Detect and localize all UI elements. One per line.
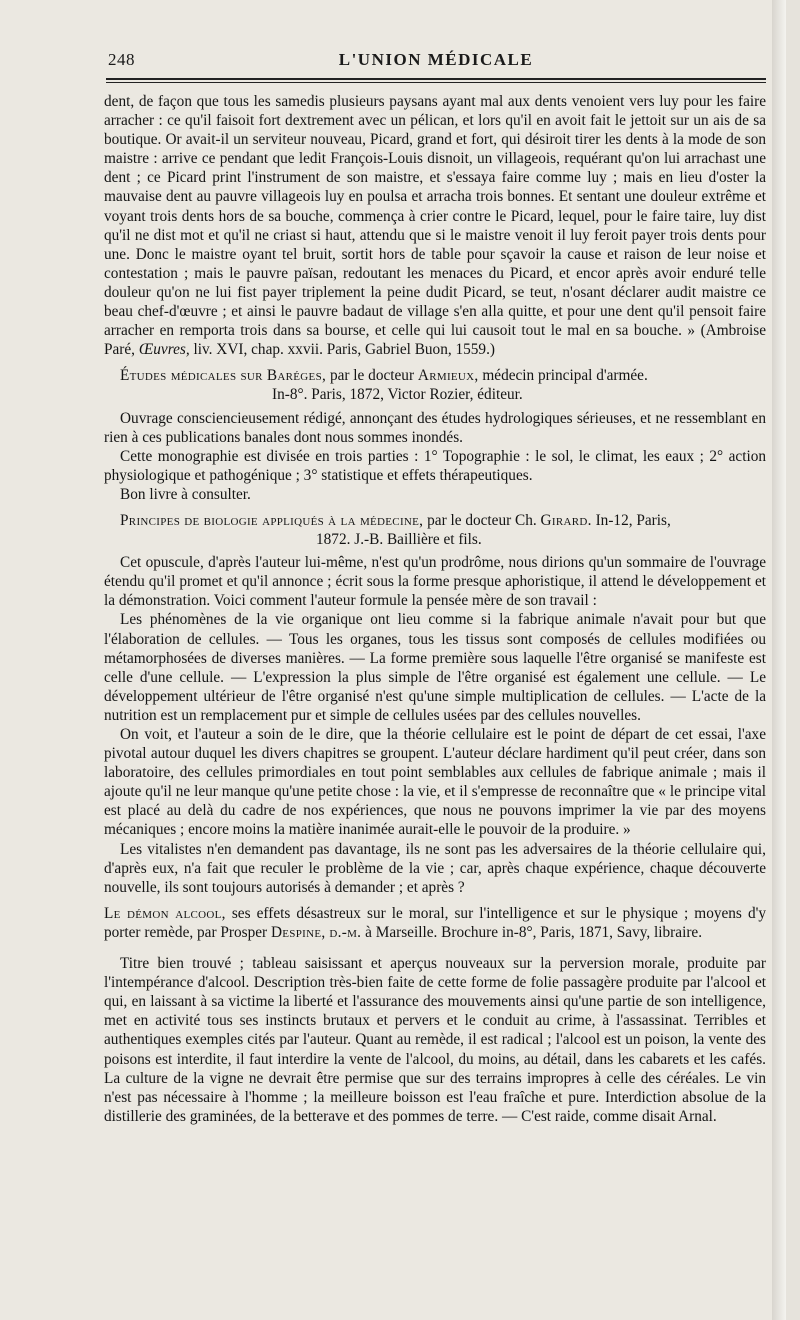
review-author-desc: d.-m. xyxy=(329,923,362,941)
review-publication: In-12, Paris, xyxy=(595,511,671,529)
review-author: Despine, xyxy=(270,923,326,941)
review-paragraph: Cette monographie est divisée en trois parties : 1° Topographie : le sol, le climat, les eaux ; 2° action physiologique et pathogénique ; 3° statistique et effets thérapeutiques. xyxy=(104,447,766,484)
quote-reference: liv. XVI, chap. xxvii. Paris, Gabriel Buon, 1559.) xyxy=(193,341,496,359)
review-heading-alcool xyxy=(104,904,766,942)
review-paragraph: Titre bien trouvé ; tableau saisissant et aperçus nouveaux sur la perversion morale, produite par l'intempérance d'alcool. Description très-bien faite de cette forme de folie passagère produite par l'alcool et qui, en laissant à sa victime la liberté et l'assurance des mouvements ainsi qu'une partie de son intelligence, met en activité tous ses instincts brutaux et pervers et le conduit au crime, à l'assassinat. Terribles et authentiques exemples cités par l'auteur. Quant au remède, il est radical ; l'alcool est un poison, la vente des poisons est interdite, il faut interdire la vente de l'alcool, du moins, au détail, dans les cabarets et les cafés. La culture de la vigne ne devrait être permise que sur des terrains impropres à celle des céréales. Le vin n'est pas nécessaire à l'homme ; la meilleure boisson est l'eau fraîche et pure. Interdiction absolue de la distillerie des graminées, de la betterave et des pommes de terre. — C'est raide, comme disait Arnal. xyxy=(104,955,766,1125)
quote-text: dent, de façon que tous les samedis plusieurs paysans ayant mal aux dents venoient vers luy pour les faire arracher : ce qu'il faisoit fort dextrement avec un pélican, et lors qu'il en avoit fait le jettoit sur un ais de sa boutique. Or avait-il un serviteur nouveau, Picard, grand et fort, qui désiroit tirer les dents à la mode de son maistre : arrive ce pendant que ledit François-Louis disnoit, un villageois, requérant qu'on lui arrachast une dent ; ce Picard print l'instrument de son maistre, et s'essaya faire comme luy ; mais en lieu d'oster la mauvaise dent au pauvre villageois luy en poulsa et arracha trois bonnes. Et sentant une douleur extrême et voyant trois dents hors de sa bouche, commença à crier contre le Picard, lequel, pour le faire taire, luy dist qu'il ne dist mot et qu'il ne criast si haut, attendu que si le maistre venoit il luy feroit payer trois dents pour une. Donc le maistre oyant tel bruit, sortit hors de table pour sçavoir la cause et raison de leur noise et contestation ; mais le pauvre païsan, redoutant les menaces du Picard, et encor après avoir enduré telle douleur qu'on ne lui fist payer triplement la peine dudit Picard, se teut, n'osant déclarer audit maistre ce beau chef-d'œuvre ; et ainsi le pauvre badaut de village s'en alla quitte, et pour une dent qu'il pensoit faire arracher en remporta trois dans sa bourse, et celle qui lui causoit tout le mal en sa bouche. » (Ambroise Paré, xyxy=(104,93,766,359)
review-author-desc: médecin principal d'armée. xyxy=(482,367,648,385)
review-publication-line2: 1872. J.-B. Baillière et fils. xyxy=(316,531,482,549)
quote-paragraph xyxy=(104,92,766,359)
page-number: 248 xyxy=(108,50,135,69)
review-publication: à Marseille. Brochure in-8°, Paris, 1871, Savy, libraire. xyxy=(365,923,703,941)
review-heading-bareges xyxy=(104,366,766,404)
header-rule xyxy=(106,78,766,83)
review-author: Girard. xyxy=(540,511,592,529)
running-title: L'UNION MÉDICALE xyxy=(338,50,534,69)
page-body xyxy=(104,92,766,1126)
page-header xyxy=(108,50,764,72)
review-paragraph: On voit, et l'auteur a soin de le dire, que la théorie cellulaire est le point de départ de cet essai, l'axe pivotal autour duquel les divers chapitres se groupent. L'auteur déclare hardiment qu'il peut créer, dans son laboratoire, des cellules primordiales en tout point semblables aux cellules de fabrique animale ; mais il ajoute qu'il ne leur manque qu'une petite chose : la vie, et il s'empresse de reconnaître que « le principe vital est placé au delà du cadre de nos expériences, que nous ne pouvons imprimer la vie par des moyens mécaniques ; encore moins la matière inanimée aurait-elle le pouvoir de la produire. » xyxy=(104,726,766,839)
review-by: par le docteur Ch. xyxy=(427,511,537,529)
spacer xyxy=(104,946,766,954)
review-publication: In-8°. Paris, 1872, Victor Rozier, éditeur. xyxy=(272,386,523,404)
quote-work-title: Œuvres, xyxy=(138,341,190,359)
page-edge-shadow xyxy=(772,0,786,1320)
review-author: Armieux, xyxy=(417,367,479,385)
review-paragraph: Ouvrage consciencieusement rédigé, annonçant des études hydrologiques sérieuses, et ne ressemblant en rien à ces publications banales dont nous sommes inondés. xyxy=(104,409,766,446)
review-subtitle: ses effets désastreux sur le moral, sur l'intelligence et sur le physique ; moyens d'y porter remède, par Prosper xyxy=(104,904,767,941)
review-heading-biologie xyxy=(104,511,766,549)
review-paragraph: Bon livre à consulter. xyxy=(120,485,251,503)
review-by: par le docteur xyxy=(329,367,415,385)
review-paragraph: Les phénomènes de la vie organique ont lieu comme si la fabrique animale n'avait pour but que l'élaboration de cellules. — Tous les organes, tous les tissus sont composés de cellules modifiées ou métamorphosées de diverses manières. — La forme première sous laquelle l'être organisé se manifeste est celle d'une cellule. — L'expression la plus simple de l'être organisé est également une cellule. — Le développement ultérieur de l'être organisé n'est qu'une simple multiplication de cellules. — L'acte de la nutrition est un remplacement pur et simple de cellules usées par des cellules nouvelles. xyxy=(104,611,766,724)
review-paragraph: Cet opuscule, d'après l'auteur lui-même, n'est qu'un prodrôme, nous dirions qu'un sommaire de l'ouvrage étendu qu'il promet et qu'il annonce ; écrit sous la forme presque aphoristique, il attend le développement et la démonstration. Voici comment l'auteur formule la pensée mère de son travail : xyxy=(104,554,766,610)
review-title: Études médicales sur Baréges, xyxy=(120,367,327,385)
review-title: Principes de biologie appliqués à la médecine, xyxy=(120,511,424,529)
review-paragraph: Les vitalistes n'en demandent pas davantage, ils ne sont pas les adversaires de la théorie cellulaire qui, d'après eux, n'a fait que reculer le problème de la vie ; car, après chaque expérience, chaque découverte nouvelle, ils sont toujours autorisés à demander ; et après ? xyxy=(104,840,766,896)
review-title: Le démon alcool, xyxy=(104,904,226,922)
